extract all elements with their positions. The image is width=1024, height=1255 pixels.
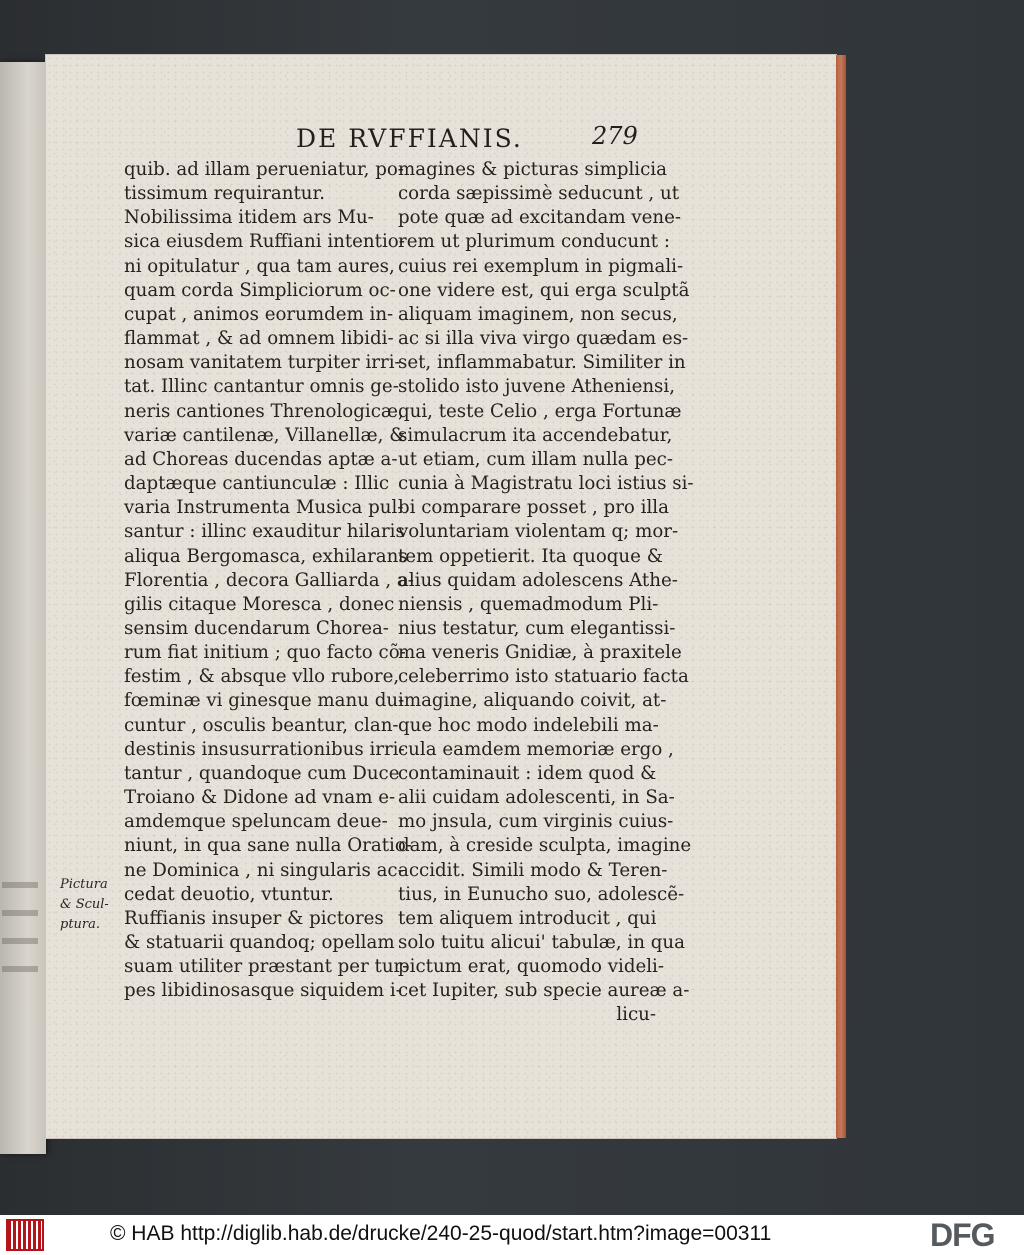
left-column <box>124 158 414 1003</box>
catchword: licu- <box>616 1004 656 1026</box>
text-line: celeberrimo isto statuario facta <box>398 666 689 688</box>
text-line: niunt, in qua sane nulla Oratio- <box>124 835 412 857</box>
marginal-note <box>60 875 109 935</box>
text-line: gilis citaque Moresca , donec <box>124 593 395 615</box>
text-line: rem ut plurimum conducunt : <box>398 231 670 253</box>
text-line: variæ cantilenæ, Villanellæ, & <box>124 424 406 446</box>
text-line: solo tuitu alicui' tabulæ, in qua <box>398 932 685 953</box>
text-line: simulacrum ita accendebatur, <box>398 424 673 446</box>
dfg-logo: DFG <box>930 1217 995 1253</box>
text-line: ma veneris Gnidiæ, à praxitele <box>398 642 682 664</box>
text-line: stolido isto juvene Atheniensi, <box>398 376 675 398</box>
copyright-link[interactable]: © HAB http://diglib.hab.de/drucke/240-25-quod/start.htm?image=00311 <box>110 1222 772 1245</box>
text-line: sica eiusdem Ruffiani intentio- <box>124 231 405 253</box>
text-line: cuntur , osculis beantur, clan- <box>124 714 399 736</box>
text-line: contaminauit : idem quod & <box>398 762 657 784</box>
bleed-mark <box>2 966 38 972</box>
text-line: voluntariam violentam q; mor- <box>398 521 679 543</box>
text-line: bi comparare posset , pro illa <box>398 497 669 519</box>
bleed-mark <box>2 938 38 944</box>
text-line: cunia à Magistratu loci istius si- <box>398 473 694 495</box>
text-line: alius quidam adolescens Athe- <box>398 569 678 591</box>
page-edge <box>836 55 846 1138</box>
text-line: dam, à creside sculpta, imagine <box>398 835 692 857</box>
text-line: flammat , & ad omnem libidi- <box>124 328 394 350</box>
text-line: ni opitulatur , qua tam aures, <box>124 255 395 277</box>
text-line: santur : illinc exauditur hilaris <box>124 521 405 543</box>
text-line: que hoc modo indelebili ma- <box>398 714 659 736</box>
text-line: destinis insusurrationibus irri- <box>124 738 405 760</box>
right-column <box>398 158 694 1028</box>
text-line: pote quæ ad excitandam vene- <box>398 207 682 229</box>
text-line: amdemque speluncam deue- <box>124 811 388 833</box>
text-line: ad Choreas ducendas aptæ a- <box>124 448 398 470</box>
text-line: neris cantiones Threnologicæ, <box>124 400 404 422</box>
text-line: varia Instrumenta Musica pul- <box>124 497 404 519</box>
marginal-note-line: & Scul- <box>60 897 109 912</box>
text-line: cuius rei exemplum in pigmali- <box>398 255 684 277</box>
text-line: tius, in Eunucho suo, adolescẽ- <box>398 883 685 905</box>
marginal-note-line: ptura. <box>60 917 101 932</box>
text-line: ac si illa viva virgo quædam es- <box>398 328 689 350</box>
footer-bar <box>0 1215 1024 1255</box>
text-line: tat. Illinc cantantur omnis ge- <box>124 376 399 398</box>
text-line: alii cuidam adolescenti, in Sa- <box>398 787 675 809</box>
text-line: ut etiam, cum illam nulla pec- <box>398 448 674 470</box>
text-line: cula eamdem memoriæ ergo , <box>398 738 674 760</box>
text-line: nosam vanitatem turpiter irri- <box>124 352 401 374</box>
text-line: magines & picturas simplicia <box>398 159 667 180</box>
text-line: daptæque cantiunculæ : Illic <box>124 473 390 495</box>
text-line: cedat deuotio, vtuntur. <box>124 883 334 905</box>
text-line: Nobilissima itidem ars Mu- <box>124 207 374 229</box>
text-line: Ruffianis insuper & pictores <box>124 907 384 929</box>
text-line: mo jnsula, cum virginis cuius- <box>398 811 674 833</box>
text-line: niensis , quemadmodum Pli- <box>398 593 659 615</box>
text-line: sensim ducendarum Chorea- <box>124 617 389 639</box>
previous-page-edge <box>0 62 46 1154</box>
text-line: pes libidinosasque siquidem i- <box>124 980 402 1002</box>
text-line: tissimum requirantur. <box>124 183 325 205</box>
text-line: nius testatur, cum elegantissi- <box>398 617 676 639</box>
bleed-mark <box>2 910 38 916</box>
running-head: DE RVFFIANIS. <box>296 124 523 153</box>
text-line: fœminæ vi ginesque manu du- <box>124 690 405 712</box>
marginal-note-line: Pictura <box>60 877 108 892</box>
text-line: quam corda Simpliciorum oc- <box>124 279 396 301</box>
text-line: corda sæpissimè seducunt , ut <box>398 183 680 205</box>
bleed-mark <box>2 882 38 888</box>
text-line: tantur , quandoque cum Duce <box>124 762 400 784</box>
text-line: festim , & absque vllo rubore, <box>124 666 400 688</box>
folio-number: 279 <box>592 122 638 150</box>
text-line: one videre est, qui erga sculptã <box>398 279 690 301</box>
text-line: cupat , animos eorumdem in- <box>124 303 394 325</box>
text-line: accidit. Simili modo & Teren- <box>398 859 668 881</box>
text-line: cet Iupiter, sub specie aureæ a- <box>398 980 690 1002</box>
text-line: aliqua Bergomasca, exhilarans <box>124 545 408 567</box>
text-line: pictum erat, quomodo videli- <box>398 956 665 978</box>
text-line: Troiano & Didone ad vnam e- <box>124 787 396 809</box>
text-line: tem oppetierit. Ita quoque & <box>398 545 663 567</box>
text-line: Florentia , decora Galliarda , a- <box>124 569 414 591</box>
text-line: ne Dominica , ni singularis ac- <box>124 859 404 881</box>
text-line: quib. ad illam perueniatur, po- <box>124 159 404 180</box>
text-line: & statuarii quandoq; opellam <box>124 932 395 953</box>
text-line: rum fiat initium ; quo facto cõ- <box>124 642 406 664</box>
text-line: qui, teste Celio , erga Fortunæ <box>398 400 682 422</box>
text-line: suam utiliter præstant per tur- <box>124 956 409 978</box>
text-line: set, inflammabatur. Similiter in <box>398 352 686 374</box>
text-line: imagine, aliquando coivit, at- <box>398 690 667 712</box>
fingerprint-icon[interactable] <box>6 1219 44 1251</box>
text-line: aliquam imaginem, non secus, <box>398 303 678 325</box>
text-line: tem aliquem introducit , qui <box>398 907 657 929</box>
